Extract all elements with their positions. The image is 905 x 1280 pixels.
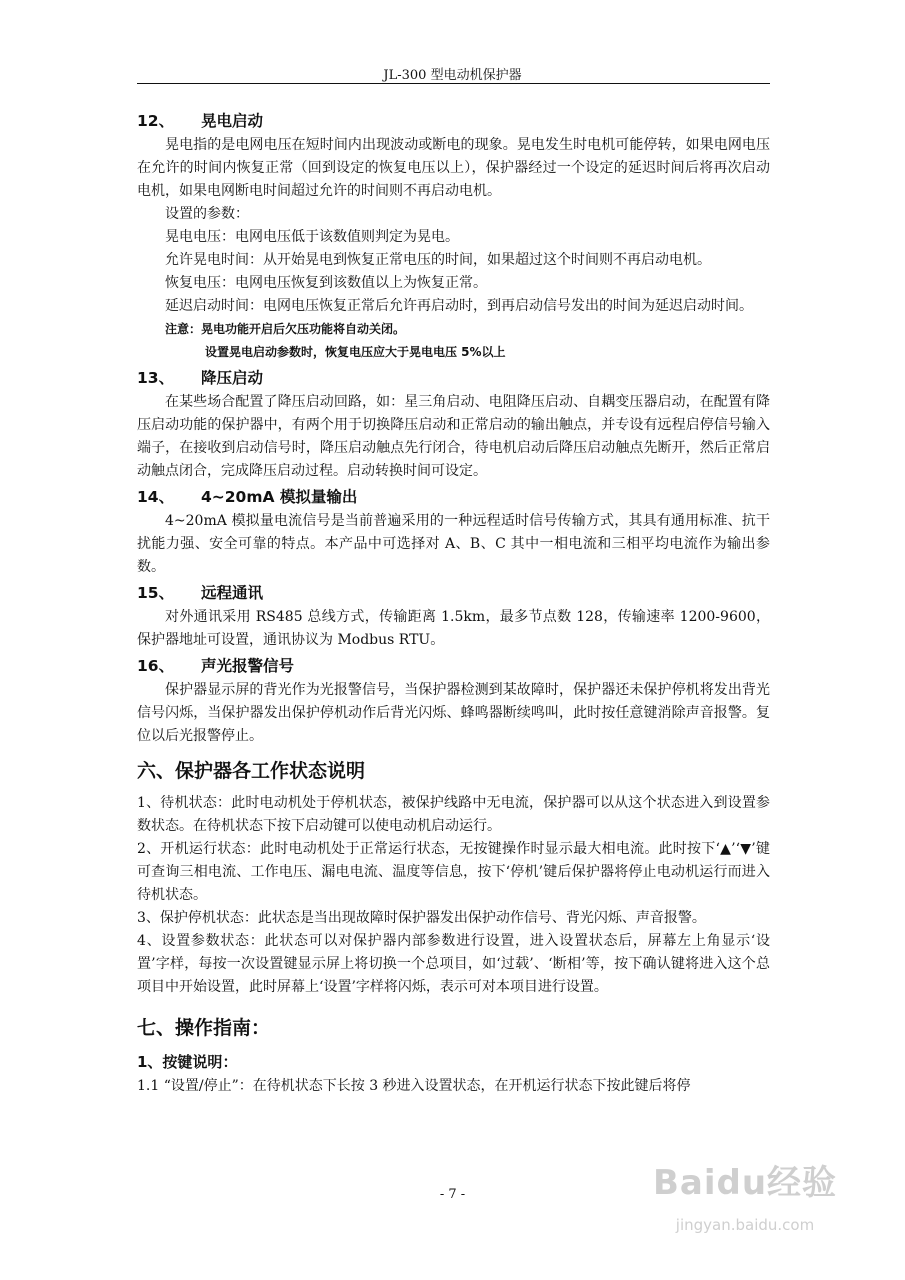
chapter-7-heading: 七、操作指南： — [137, 1017, 271, 1039]
status-item-running: 2、开机运行状态：此时电动机处于正常运行状态，无按键操作时显示最大相电流。此时按下‘▲’‘▼’键可查询三相电流、工作电压、漏电电流、温度等信息，按下‘停机’键后保护器将停止电动机运行而进入待机状态。 — [137, 841, 770, 903]
section-12-param-2: 允许晃电时间：从开始晃电到恢复正常电压的时间，如果超过这个时间则不再启动电机。 — [165, 252, 711, 268]
section-12-note-1: 注意：晃电功能开启后欠压功能将自动关闭。 — [165, 322, 406, 336]
section-14-paragraph: 4~20mA 模拟量电流信号是当前普遍采用的一种远程适时信号传输方式，其具有通用标准、抗干扰能力强、安全可靠的特点。本产品中可选择对 A、B、C 其中一相电流和三相平均电流作为输出参数。 — [137, 513, 770, 575]
header-rule — [137, 83, 770, 84]
section-14-heading — [137, 485, 770, 509]
chapter-6-heading: 六、保护器各工作状态说明 — [137, 760, 366, 782]
section-12-paragraph: 晃电指的是电网电压在短时间内出现波动或断电的现象。晃电发生时电机可能停转，如果电网电压在允许的时间内恢复正常（回到设定的恢复电压以上），保护器经过一个设定的延迟时间后将再次启动电机，如果电网断电时间超过允许的时间则不再启动电机。 — [137, 137, 770, 199]
section-16-heading — [137, 654, 770, 678]
watermark-logo: Baidu经验 — [652, 1163, 838, 1203]
watermark-url: jingyan.baidu.com — [675, 1216, 815, 1234]
section-14-number: 14、 — [137, 488, 175, 506]
section-12-note-2: 设置晃电启动参数时，恢复电压应大于晃电电压 5%以上 — [205, 345, 506, 359]
section-14-title: 4~20mA 模拟量输出 — [201, 488, 358, 506]
section-12-param-4: 延迟启动时间：电网电压恢复正常后允许再启动时，到再启动信号发出的时间为延迟启动时间。 — [165, 298, 753, 314]
keys-subheading: 1、按键说明： — [137, 1053, 238, 1071]
status-item-protection-stop: 3、保护停机状态：此状态是当出现故障时保护器发出保护动作信号、背光闪烁、声音报警。 — [137, 910, 706, 926]
page-content — [137, 107, 770, 1098]
baidu-watermark — [615, 1163, 875, 1235]
section-12-param-3: 恢复电压：电网电压恢复到该数值以上为恢复正常。 — [165, 275, 487, 291]
section-16-number: 16、 — [137, 657, 175, 675]
section-15-number: 15、 — [137, 584, 175, 602]
section-12-number: 12、 — [137, 112, 175, 130]
section-12-heading — [137, 109, 770, 133]
section-16-paragraph: 保护器显示屏的背光作为光报警信号，当保护器检测到某故障时，保护器还未保护停机将发出背光信号闪烁，当保护器发出保护停机动作后背光闪烁、蜂鸣器断续鸣叫，此时按任意键消除声音报警。复位以后光报警停止。 — [137, 682, 770, 744]
section-15-paragraph: 对外通讯采用 RS485 总线方式，传输距离 1.5km，最多节点数 128，传输速率 1200-9600，保护器地址可设置，通讯协议为 Modbus RTU。 — [137, 609, 770, 648]
section-15-heading — [137, 581, 770, 605]
section-13-paragraph: 在某些场合配置了降压启动回路，如：星三角启动、电阻降压启动、自耦变压器启动，在配置有降压启动功能的保护器中，有两个用于切换降压启动和正常启动的输出触点，并专设有远程启停信号输入端子，在接收到启动信号时，降压启动触点先行闭合，待电机启动后降压启动触点先断开，然后正常启动触点闭合，完成降压启动过程。启动转换时间可设定。 — [137, 394, 770, 479]
status-item-settings: 4、设置参数状态：此状态可以对保护器内部参数进行设置，进入设置状态后，屏幕左上角显示‘设置’字样，每按一次设置键显示屏上将切换一个总项目，如‘过载’、‘断相’等，按下确认键将进入这个总项目中开始设置，此时屏幕上‘设置’字样将闪烁，表示可对本项目进行设置。 — [137, 933, 770, 995]
section-12-title: 晃电启动 — [201, 112, 264, 130]
keys-item-1-1: 1.1 “设置/停止”：在待机状态下长按 3 秒进入设置状态，在开机运行状态下按此键后将停 — [137, 1078, 691, 1094]
section-13-title: 降压启动 — [201, 369, 264, 387]
section-12-param-1: 晃电电压：电网电压低于该数值则判定为晃电。 — [165, 229, 459, 245]
section-13-heading — [137, 366, 770, 390]
status-item-standby: 1、待机状态：此时电动机处于停机状态，被保护线路中无电流，保护器可以从这个状态进入到设置参数状态。在待机状态下按下启动键可以使电动机启动运行。 — [137, 795, 770, 834]
section-12-params-label: 设置的参数： — [165, 206, 249, 222]
page-number: - 7 - — [439, 1187, 466, 1202]
section-13-number: 13、 — [137, 369, 175, 387]
running-header: JL-300 型电动机保护器 — [383, 68, 522, 83]
section-16-title: 声光报警信号 — [201, 657, 295, 675]
section-15-title: 远程通讯 — [201, 584, 264, 602]
status-list — [137, 792, 770, 999]
